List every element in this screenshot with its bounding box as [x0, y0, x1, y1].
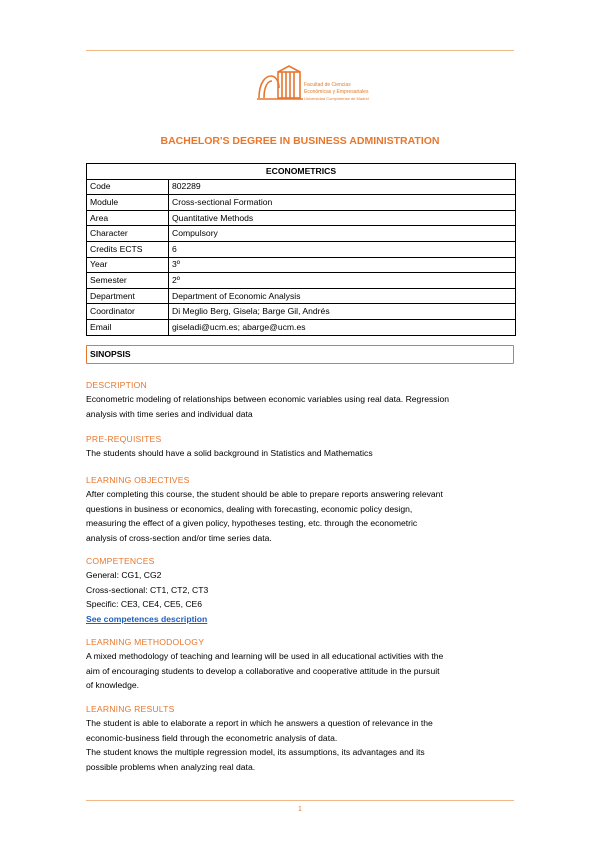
- table-row: [87, 179, 516, 195]
- header-divider: [86, 50, 514, 51]
- sinopsis-header: SINOPSIS: [86, 345, 514, 364]
- table-row: [87, 241, 516, 257]
- table-row: [87, 226, 516, 242]
- competences-description-link[interactable]: See competences description: [86, 613, 208, 624]
- table-row: [87, 288, 516, 304]
- degree-title: BACHELOR'S DEGREE IN BUSINESS ADMINISTRATION: [160, 135, 440, 147]
- logo-text-line-1: Facultad de Ciencias: [304, 82, 351, 88]
- row-value: 3º: [169, 257, 516, 273]
- row-value: Department of Economic Analysis: [169, 288, 516, 304]
- row-value: Quantitative Methods: [169, 210, 516, 226]
- row-key: Character: [87, 226, 169, 242]
- table-header-row: [87, 164, 516, 180]
- row-key: Year: [87, 257, 169, 273]
- text-line: possible problems when analyzing real data.: [86, 761, 256, 772]
- text-line: A mixed methodology of teaching and learning will be used in all educational activities with the: [86, 651, 444, 661]
- table-row: [87, 257, 516, 273]
- methodology-title: LEARNING METHODOLOGY: [86, 637, 205, 647]
- methodology-text: [86, 649, 514, 693]
- row-key: Email: [87, 319, 169, 335]
- text-line: of knowledge.: [86, 680, 140, 691]
- table-row: [87, 273, 516, 289]
- objectives-text: [86, 487, 514, 545]
- results-text: [86, 716, 514, 774]
- text-line: Specific: CE3, CE4, CE5, CE6: [86, 599, 203, 610]
- row-value: 6: [169, 241, 516, 257]
- text-line: Econometric modeling of relationships between economic variables using real data. Regression: [86, 394, 450, 404]
- row-value: 802289: [169, 179, 516, 195]
- text-line: economic-business field through the econometric analysis of data.: [86, 732, 338, 743]
- logo-text-line-3: Universidad Complutense de Madrid: [304, 96, 369, 101]
- prerequisites-title: PRE-REQUISITES: [86, 434, 162, 444]
- faculty-logo: [256, 58, 369, 110]
- row-key: Module: [87, 195, 169, 211]
- text-line: analysis with time series and individual data: [86, 408, 253, 419]
- description-text: [86, 392, 514, 421]
- row-value: Cross-sectional Formation: [169, 195, 516, 211]
- text-line: The student knows the multiple regression model, its assumptions, its advantages and its: [86, 747, 425, 758]
- row-value: Di Meglio Berg, Gisela; Barge Gil, Andrés: [169, 304, 516, 320]
- row-key: Code: [87, 179, 169, 195]
- row-value: giseladi@ucm.es; abarge@ucm.es: [169, 319, 516, 335]
- logo-text-line-2: Económicas y Empresariales: [304, 89, 369, 95]
- competences-text: [86, 568, 514, 626]
- course-info-table: [86, 163, 516, 336]
- table-row: [87, 195, 516, 211]
- objectives-title: LEARNING OBJECTIVES: [86, 475, 190, 485]
- text-line: Cross-sectional: CT1, CT2, CT3: [86, 584, 209, 595]
- prerequisites-text: [86, 446, 514, 461]
- text-line: analysis of cross-section and/or time series data.: [86, 532, 272, 543]
- competences-title: COMPETENCES: [86, 556, 155, 566]
- row-value: 2º: [169, 273, 516, 289]
- text-line: questions in business or economics, dealing with forecasting, economic policy design,: [86, 503, 413, 514]
- text-line: measuring the effect of a given policy, hypotheses testing, etc. through the econometric: [86, 518, 418, 529]
- row-key: Semester: [87, 273, 169, 289]
- text-line: General: CG1, CG2: [86, 570, 162, 580]
- text-line: The student is able to elaborate a report in which he answers a question of relevance in the: [86, 718, 433, 728]
- footer-divider: [86, 800, 514, 801]
- row-key: Area: [87, 210, 169, 226]
- building-logo-icon: [256, 64, 304, 102]
- text-line: The students should have a solid background in Statistics and Mathematics: [86, 448, 373, 458]
- row-key: Department: [87, 288, 169, 304]
- table-row: [87, 319, 516, 335]
- description-title: DESCRIPTION: [86, 380, 147, 390]
- row-value: Compulsory: [169, 226, 516, 242]
- table-row: [87, 210, 516, 226]
- row-key: Credits ECTS: [87, 241, 169, 257]
- course-title: ECONOMETRICS: [87, 164, 516, 180]
- results-title: LEARNING RESULTS: [86, 704, 175, 714]
- row-key: Coordinator: [87, 304, 169, 320]
- text-line: aim of encouraging students to develop a collaborative and cooperative attitude in the pursuit: [86, 665, 440, 676]
- table-row: [87, 304, 516, 320]
- text-line: After completing this course, the student should be able to prepare reports answering relevant: [86, 489, 443, 499]
- page-number: 1: [298, 806, 302, 813]
